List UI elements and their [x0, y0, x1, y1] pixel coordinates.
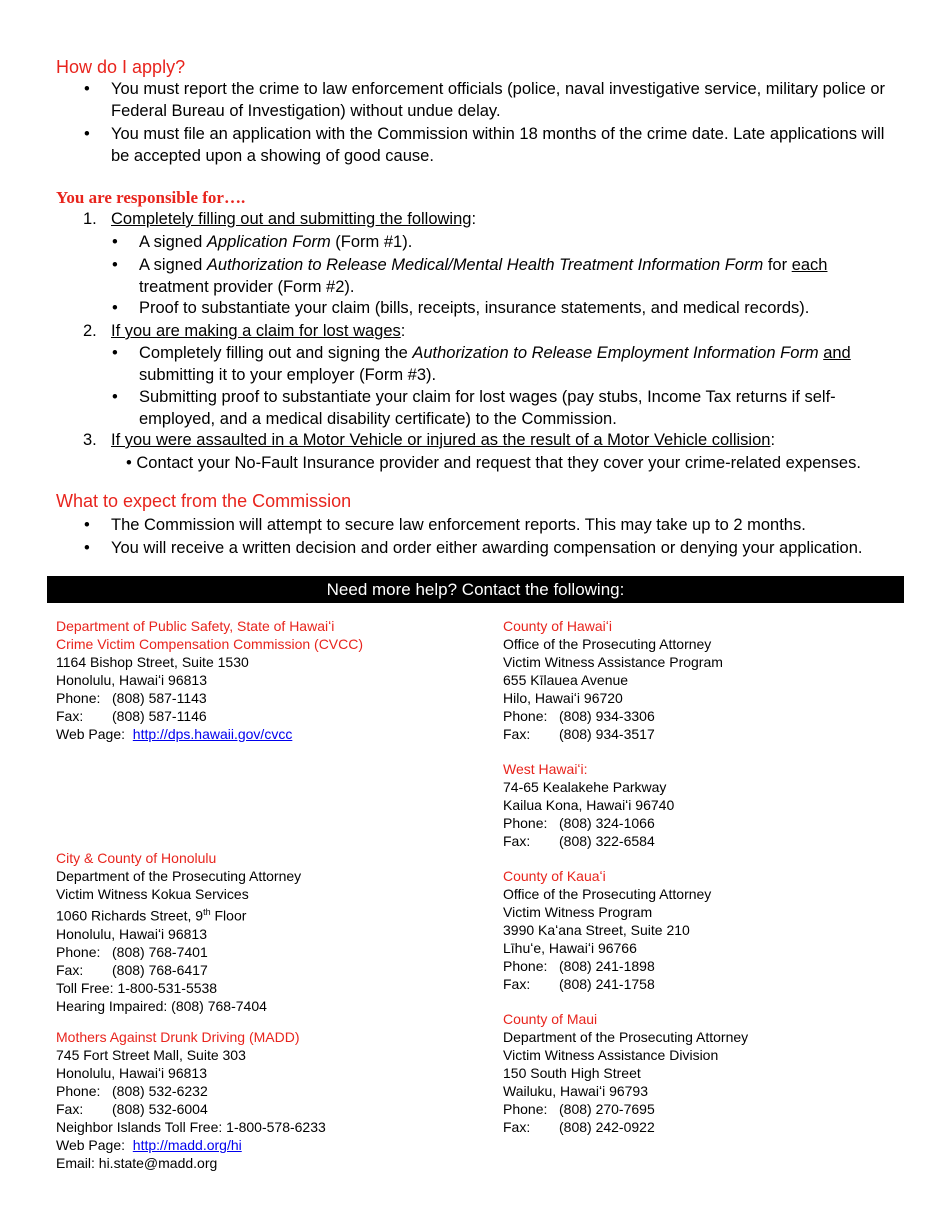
apply-heading: How do I apply?: [56, 57, 186, 77]
hawaii-program: Victim Witness Assistance Program: [503, 654, 723, 670]
honolulu-address: 1060 Richards Street, 9th Floor: [56, 907, 247, 924]
madd-fax: Fax: (808) 532-6004: [56, 1101, 208, 1117]
item2-title: If you are making a claim for lost wages:: [111, 322, 406, 340]
madd-city: Honolulu, Hawaiʻi 96813: [56, 1065, 207, 1081]
expect-bullet-reports: • The Commission will attempt to secure law enforcement reports. This may take up to 2 months.: [111, 515, 901, 537]
contact-kauai: [503, 867, 711, 993]
item1-proof: • Proof to substantiate your claim (bills, receipts, insurance statements, and medical records).: [139, 298, 899, 320]
westhawaii-phone: Phone: (808) 324-1066: [503, 815, 655, 831]
madd-phone: Phone: (808) 532-6232: [56, 1083, 208, 1099]
honolulu-dept: Department of the Prosecuting Attorney: [56, 868, 302, 884]
cvcc-city: Honolulu, Hawaiʻi 96813: [56, 672, 207, 688]
kauai-office: Office of the Prosecuting Attorney: [503, 886, 712, 902]
maui-division: Victim Witness Assistance Division: [503, 1047, 719, 1063]
honolulu-title: City & County of Honolulu: [56, 850, 217, 866]
kauai-fax: Fax: (808) 241-1758: [503, 976, 655, 992]
madd-web: Web Page: http://madd.org/hi: [56, 1137, 242, 1153]
hawaii-title: County of Hawaiʻi: [503, 618, 612, 634]
item1-medical-authorization: • A signed Authorization to Release Medical/Mental Health Treatment Information Form for each treatment provider (Form #2).: [139, 255, 899, 298]
item1-title: Completely filling out and submitting the following:: [111, 210, 477, 228]
hawaii-address: 655 Kīlauea Avenue: [503, 672, 629, 688]
maui-phone: Phone: (808) 270-7695: [503, 1101, 655, 1117]
maui-title: County of Maui: [503, 1011, 598, 1027]
maui-fax: Fax: (808) 242-0922: [503, 1119, 655, 1135]
item1-number: 1.: [83, 210, 97, 228]
hawaii-city: Hilo, Hawaiʻi 96720: [503, 690, 623, 706]
honolulu-city: Honolulu, Hawaiʻi 96813: [56, 925, 207, 942]
contact-honolulu: [56, 849, 301, 1015]
item3-title: If you were assaulted in a Motor Vehicle or injured as the result of a Motor Vehicle collision:: [111, 431, 776, 449]
madd-email: Email: hi.state@madd.org: [56, 1155, 218, 1171]
item2-number: 2.: [83, 322, 97, 340]
honolulu-fax: Fax: (808) 768-6417: [56, 961, 208, 978]
cvcc-web-link[interactable]: http://dps.hawaii.gov/cvcc: [132, 726, 293, 742]
contact-cvcc: [56, 617, 363, 743]
kauai-city: Līhuʻe, Hawaiʻi 96766: [503, 940, 637, 956]
expect-bullet-decision: • You will receive a written decision and order either awarding compensation or denying your application.: [111, 538, 911, 560]
kauai-program: Victim Witness Program: [503, 904, 653, 920]
honolulu-program: Victim Witness Kokua Services: [56, 886, 249, 902]
honolulu-phone: Phone: (808) 768-7401: [56, 943, 208, 960]
westhawaii-city: Kailua Kona, Hawaiʻi 96740: [503, 797, 675, 813]
maui-dept: Department of the Prosecuting Attorney: [503, 1029, 749, 1045]
honolulu-tollfree: Toll Free: 1-800-531-5538: [56, 979, 218, 996]
kauai-title: County of Kauaʻi: [503, 868, 606, 884]
item2-employment-authorization: • Completely filling out and signing the Authorization to Release Employment Information Form and submitting it to your employer (Form #3).: [139, 343, 899, 386]
hawaii-office: Office of the Prosecuting Attorney: [503, 636, 712, 652]
hawaii-phone: Phone: (808) 934-3306: [503, 708, 655, 724]
expect-heading: What to expect from the Commission: [56, 491, 352, 511]
madd-web-link[interactable]: http://madd.org/hi: [132, 1137, 242, 1153]
contact-maui: [503, 1010, 748, 1136]
cvcc-web: Web Page: http://dps.hawaii.gov/cvcc: [56, 726, 293, 742]
cvcc-title-dept: Department of Public Safety, State of Hawaiʻi: [56, 618, 335, 634]
apply-bullet-report: • You must report the crime to law enforcement officials (police, naval investigative service, military police or Federal Bureau of Investigation) without undue delay.: [111, 79, 901, 122]
honolulu-hearing: Hearing Impaired: (808) 768-7404: [56, 997, 267, 1014]
responsible-heading: You are responsible for….: [56, 188, 246, 207]
cvcc-fax: Fax: (808) 587-1146: [56, 708, 207, 724]
apply-bullet-file: • You must file an application with the Commission within 18 months of the crime date. Late applications will be accepted upon a showing of good cause.: [111, 124, 901, 167]
contact-hawaii-county: [503, 617, 723, 743]
item3-no-fault: • Contact your No-Fault Insurance provider and request that they cover your crime-related expenses.: [126, 454, 861, 472]
cvcc-phone: Phone: (808) 587-1143: [56, 690, 207, 706]
kauai-phone: Phone: (808) 241-1898: [503, 958, 655, 974]
cvcc-title-commission: Crime Victim Compensation Commission (CVCC): [56, 636, 364, 652]
maui-address: 150 South High Street: [503, 1065, 641, 1081]
contact-banner: Need more help? Contact the following:: [47, 576, 904, 603]
item3-number: 3.: [83, 431, 97, 449]
westhawaii-fax: Fax: (808) 322-6584: [503, 833, 655, 849]
hawaii-fax: Fax: (808) 934-3517: [503, 726, 655, 742]
kauai-address: 3990 Kaʻana Street, Suite 210: [503, 922, 690, 938]
cvcc-address: 1164 Bishop Street, Suite 1530: [56, 654, 249, 670]
madd-address: 745 Fort Street Mall, Suite 303: [56, 1047, 246, 1063]
westhawaii-address: 74-65 Kealakehe Parkway: [503, 779, 667, 795]
item1-application-form: • A signed Application Form (Form #1).: [139, 232, 899, 254]
madd-title: Mothers Against Drunk Driving (MADD): [56, 1029, 300, 1045]
contact-madd: [56, 1028, 326, 1172]
westhawaii-title: West Hawaiʻi:: [503, 761, 588, 777]
item2-lost-wages-proof: • Submitting proof to substantiate your claim for lost wages (pay stubs, Income Tax returns if self-employed, and a medical disability certificate) to the Commission.: [139, 387, 884, 430]
maui-city: Wailuku, Hawaiʻi 96793: [503, 1083, 648, 1099]
madd-tollfree: Neighbor Islands Toll Free: 1-800-578-6233: [56, 1119, 326, 1135]
contact-west-hawaii: [503, 760, 674, 850]
